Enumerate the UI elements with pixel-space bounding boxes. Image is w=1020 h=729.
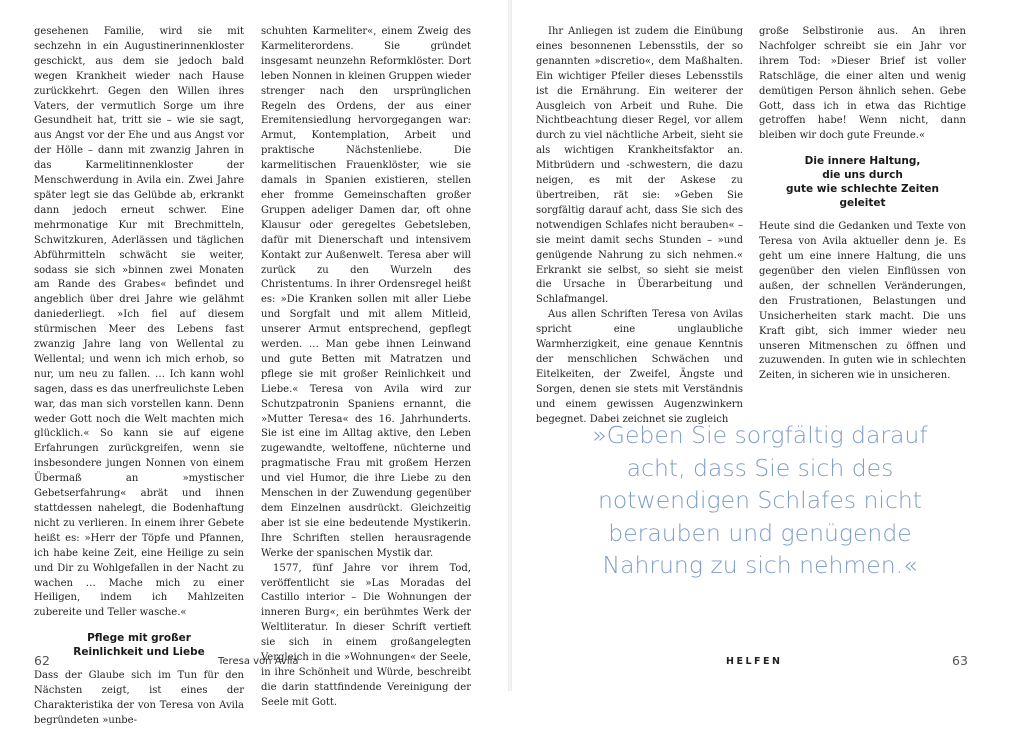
paragraph: Ihr Anliegen ist zudem die Einübung eines besonnenen Lebensstils, der so genannten »discretio«, dem Maßhalten. Ein wichtiger Pfeiler dieses Lebensstils ist die Ernährung. Ein weiterer der Ausgleich von Arbeit und Ruhe. Die Nichtbeachtung dieser Regel, vor allem durch zu viel nächtliche Arbeit, sieht sie als wichtigen Krankheitsfaktor an. Mitbrüdern und -schwestern, die dazu neigen, es mit der Askese zu übertreiben, rät sie: »Geben Sie sorgfältig darauf acht, dass Sie sich des notwendigen Schlafes nicht berauben« – sie meint damit sechs Stunden – »und genügende Nahrung zu sich nehmen.« Erkrankt sie selbst, so sieht sie meist die Ursache in Überarbeitung und Schlafmangel. (536, 26, 743, 306)
subheading-line: Reinlichkeit und Liebe (73, 646, 205, 659)
page-number-left: 62 (34, 653, 50, 668)
left-column-2 (261, 25, 471, 708)
paragraph: schuhten Karmeliter«, einem Zweig des Karmeliterordens. Sie gründet insgesamt neunzehn Reformklöster. Dort leben Nonnen in kleinen Gruppen wieder strenger nach den ursprünglichen Regeln des Ordens, der aus einer Eremitensiedlung hervorgegangen war: Armut, Kontemplation, Arbeit und praktische Nächstenliebe. Die karmelitischen Frauenklöster, wie sie damals in Spanien existieren, stellen eher fromme Gemeinschaften großer Gruppen adeliger Damen dar, oft ohne Klausur oder geregeltes Gebetsleben, dafür mit Dienerschaft und intensivem Kontakt zur Außenwelt. Teresa aber will zurück zu den Wurzeln des Christentums. In ihrer Ordensregel heißt es: »Die Kranken sollen mit aller Liebe und Sorgfalt und mit allem Mitleid, unserer Armut entsprechend, gepflegt werden. … Man gebe ihnen Leinwand und gute Betten mit Matratzen und pflege sie mit großer Reinlichkeit und Liebe.« Teresa von Avila wird zur Schutzpatronin Spaniens ernannt, die »Mutter Teresa« des 16. Jahrhunderts. Sie ist eine im Alltag aktive, den Leben zugewandte, weltoffene, nüchterne und pragmatische Frau mit großem Herzen und viel Humor, die ihre Liebe zu den Menschen in der Zuwendung gegenüber dem Einzelnen ausdrückt. Gleichzeitig aber ist sie eine bedeutende Mystikerin. Ihre Schriften stellen herausragende Werke der spanischen Mystik dar. (261, 26, 471, 559)
section-title: HELFEN (726, 656, 783, 667)
page-gutter (508, 0, 512, 691)
paragraph: Heute sind die Gedanken und Texte von Teresa von Avila aktueller denn je. Es geht um eine innere Haltung, die uns gegenüber den vielen Einflüssen von außen, der schnellen Veränderungen, den Frustrationen, Belastungen und Unsicherheiten stark macht. Die uns Kraft gibt, sich immer wieder neu unseren Mitmenschen zu öffnen und zuzuwenden. In guten wie in schlechten Zeiten, in sicheren wie in unsicheren. (759, 221, 966, 382)
paragraph: gesehenen Familie, wird sie mit sechzehn in ein Augustinerinnenkloster geschickt, aus dem sie jedoch bald wegen Krankheit wieder nach Hause zurückkehrt. Gegen den Willen ihres Vaters, der vermutlich Sorge um ihre Gesundheit hat, tritt sie – wie sie sagt, aus Angst vor der Ehe und aus Angst vor der Hölle – dann mit zwanzig Jahren in das Karmelitinnenkloster der Menschwerdung in Avila ein. Zwei Jahre später legt sie das Gelübde ab, erkrankt dann jedoch erneut schwer. Eine mehrmonatige Kur mit Brechmitteln, Schwitzkuren, Aderlässen und täglichen Abführmitteln schwächt sie weiter, sodass sie sich »binnen zwei Monaten am Rande des Grabes« befindet und angeblich über drei Jahre wie gelähmt daniederliegt. »Ich fiel auf diesem stürmischen Meer des Lebens fast zwanzig Jahre lang von Wellental zu Wellental; und wenn ich mich erhob, so nur, um neu zu fallen. … Ich kann wohl sagen, dass es das unerfreulichste Leben war, das man sich vorstellen kann. Denn weder Gott noch die Welt machten mich glücklich.« So kann sie auf eigene Erfahrungen zurückgreifen, wenn sie insbesondere jungen Nonnen von einem Übermaß an »mystischer Gebetserfahrung« abrät und ihnen stattdessen nahelegt, die Bodenhaftung nicht zu verlieren. In einem ihrer Gebete heißt es: »Herr der Töpfe und Pfannen, ich habe keine Zeit, eine Heilige zu sein und Dir zu Wohlgefallen in der Nacht zu wachen … Mache mich zu einer Heiligen, indem ich Mahlzeiten zubereite und Teller wasche.« (34, 26, 244, 619)
subheading (759, 154, 966, 210)
paragraph: Aus allen Schriften Teresa von Avilas spricht eine unglaubliche Warmherzigkeit, eine genaue Kenntnis der menschlichen Schwächen und Eitelkeiten, der Zweifel, Ängste und Sorgen, denen sie stets mit Verständnis und einem gewissen Augenzwinkern begegnet. Dabei zeichnet sie zugleich (536, 309, 743, 425)
pull-quote-line: notwendigen Schlafes nicht (598, 486, 922, 514)
paragraph: 1577, fünf Jahre vor ihrem Tod, veröffentlicht sie »Las Moradas del Castillo interior – Die Wohnungen der inneren Burg«, ein berühmtes Werk der Weltliteratur. In dieser Schrift vertieft sie sich in einem großangelegten Vergleich in die »Wohnungen« der Seele, in ihre Schönheit und Würde, beschreibt die darin stattfindende Vereinigung der Seele mit Gott. (261, 562, 471, 708)
pull-quote-line: »Geben Sie sorgfältig darauf (592, 421, 928, 449)
pull-quote (560, 419, 960, 582)
subheading-line: gute wie schlechte Zeiten (786, 183, 939, 196)
subheading-line: geleitet (839, 197, 886, 210)
running-title: Teresa von Avila (218, 656, 299, 667)
pull-quote-line: Nahrung zu sich nehmen.« (602, 551, 918, 579)
right-column-1 (536, 25, 743, 425)
pull-quote-line: berauben und genügende (608, 518, 912, 547)
paragraph: Dass der Glaube sich im Tun für den Nächsten zeigt, ist eines der Charakteristika der von Teresa von Avila begründeten »unbe- (34, 670, 244, 726)
subheading-line: Pflege mit großer (87, 632, 191, 645)
page-number-right: 63 (952, 653, 968, 668)
subheading-line: Die innere Haltung, (804, 155, 921, 168)
paragraph: große Selbstironie aus. An ihren Nachfolger schreibt sie ein Jahr vor ihrem Tod: »Dieser Brief ist voller Ratschläge, die einer alten und wenig demütigen Person ähnlich sehen. Gebe Gott, dass ich in etwa das Richtige getroffen habe! Wenn nicht, dann bleiben wir doch gute Freunde.« (759, 26, 966, 142)
subheading-line: die uns durch (822, 169, 903, 182)
pull-quote-line: acht, dass Sie sich des (626, 453, 894, 482)
right-column-2 (759, 25, 966, 395)
subheading (34, 631, 244, 659)
